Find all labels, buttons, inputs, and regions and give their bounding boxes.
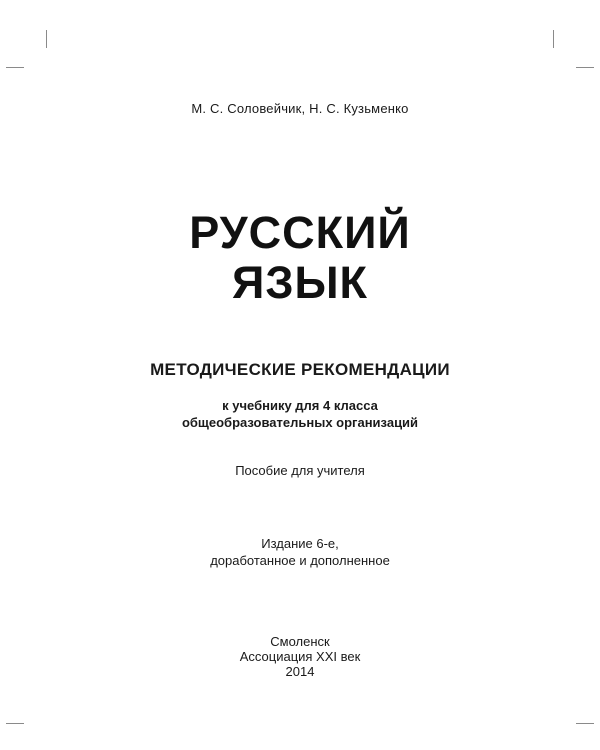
textbook-reference-line-1: к учебнику для 4 класса [222, 398, 378, 413]
imprint [0, 634, 600, 679]
crop-mark-bottom-left [6, 723, 24, 724]
book-title-line-1: РУССКИЙ [189, 207, 411, 258]
book-title-line-2: ЯЗЫК [231, 257, 369, 308]
edition-line-1: Издание 6-е, [261, 536, 339, 551]
textbook-reference-line-2: общеобразовательных организаций [181, 415, 419, 430]
crop-mark-top-right [553, 30, 554, 48]
edition-line-2: доработанное и дополненное [210, 553, 390, 568]
crop-mark-bottom-right [576, 723, 594, 724]
crop-mark-top-left [46, 30, 47, 48]
crop-mark-right [576, 67, 594, 68]
crop-mark-left [6, 67, 24, 68]
imprint-year: 2014 [285, 664, 315, 679]
authors: М. С. Соловейчик, Н. С. Кузьменко [191, 101, 409, 116]
subtitle: МЕТОДИЧЕСКИЕ РЕКОМЕНДАЦИИ [150, 360, 450, 379]
imprint-city: Смоленск [270, 634, 330, 649]
book-title [0, 208, 600, 308]
manual-type: Пособие для учителя [235, 463, 365, 478]
imprint-publisher: Ассоциация XXI век [239, 649, 361, 664]
textbook-reference [0, 397, 600, 431]
edition [0, 535, 600, 569]
